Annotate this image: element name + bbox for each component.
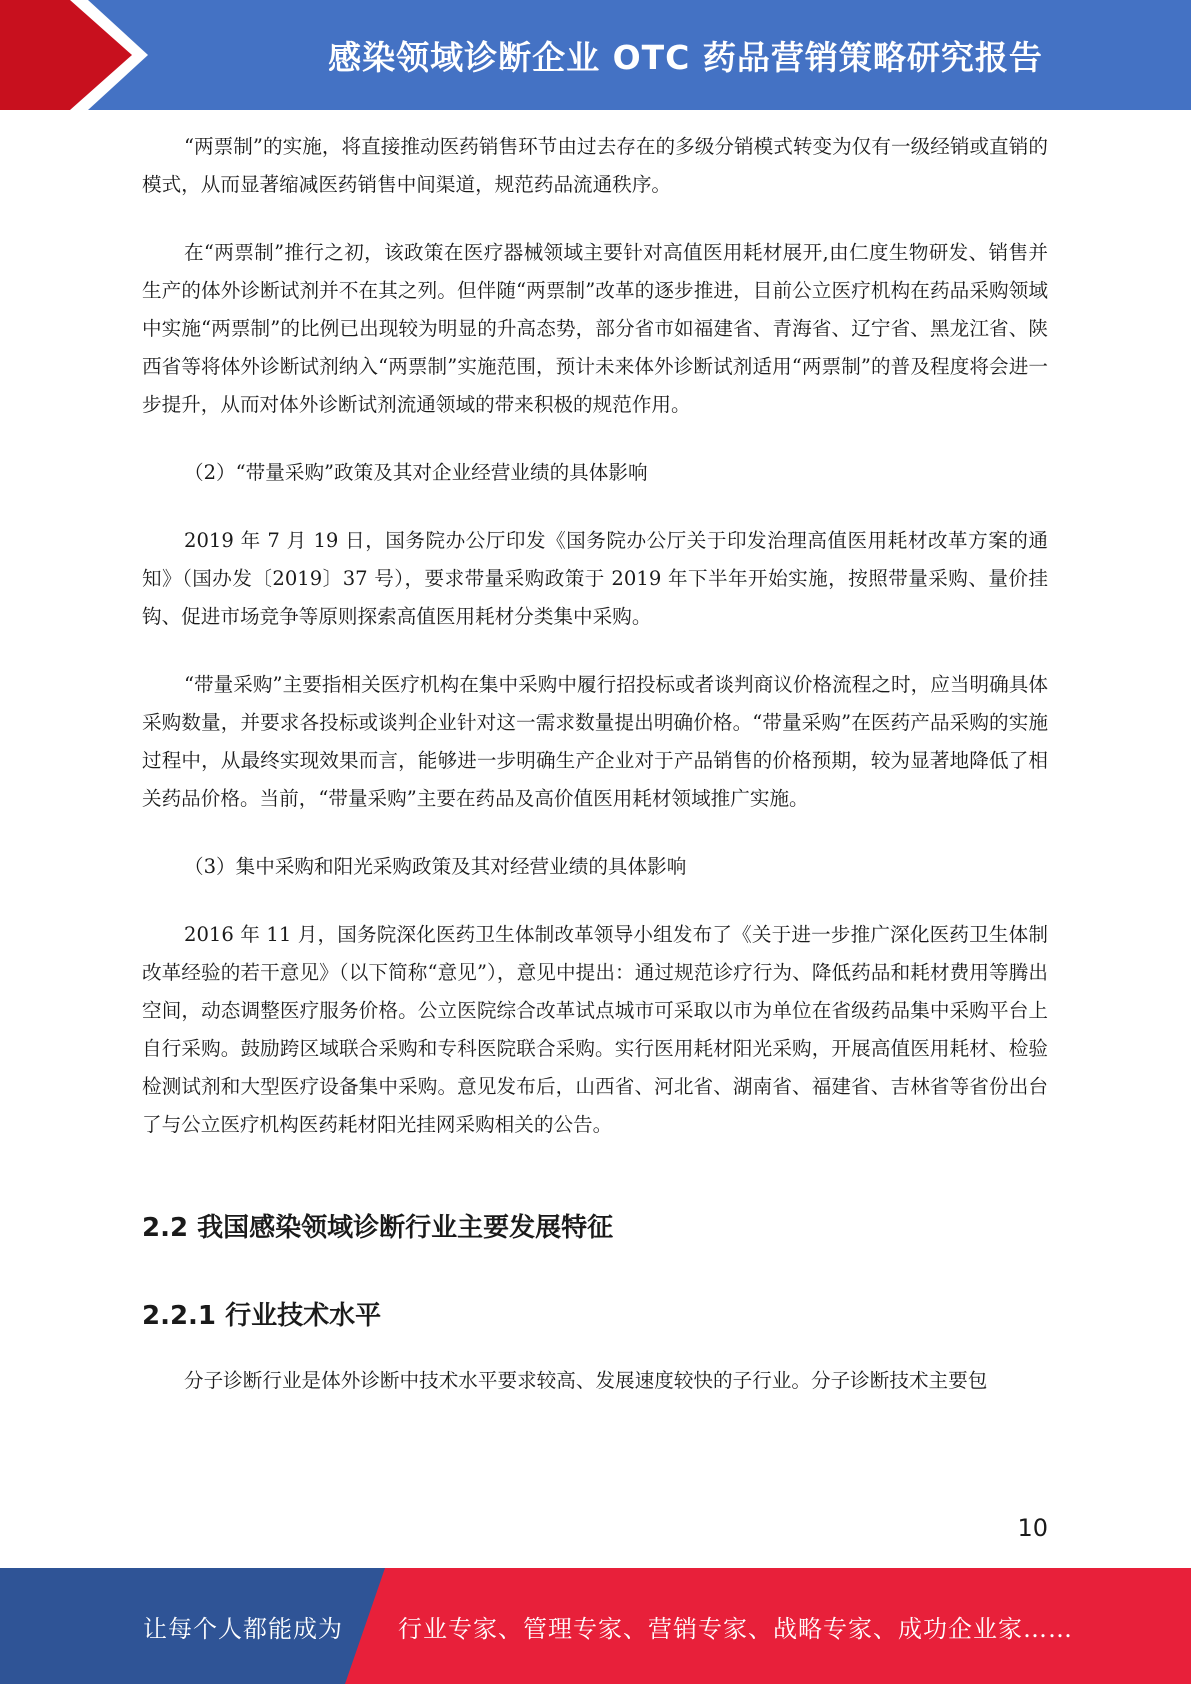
subheading-volume-procurement: （2）“带量采购”政策及其对企业经营业绩的具体影响 xyxy=(184,461,648,484)
page-number: 10 xyxy=(1017,1514,1048,1542)
report-body xyxy=(142,128,1048,1400)
paragraph-reform-opinions: 2016 年 11 月，国务院深化医药卫生体制改革领导小组发布了《关于进一步推广深化医药卫生体制改革经验的若干意见》（以下简称“意见”），意见中提出：通过规范诊疗行为、降低药品和耗材费用等腾出空间，动态调整医疗服务价格。公立医院综合改革试点城市可采取以市为单位在省级药品集中采购平台上自行采购。鼓励跨区域联合采购和专科医院联合采购。实行医用耗材阳光采购，开展高值医用耗材、检验检测试剂和大型医疗设备集中采购。意见发布后，山西省、河北省、湖南省、福建省、吉林省等省份出台了与公立医疗机构医药耗材阳光挂网采购相关的公告。 xyxy=(142,923,1048,1136)
report-title: 感染领域诊断企业 OTC 药品营销策略研究报告 xyxy=(328,37,1043,77)
section-heading-2-2-1: 2.2.1 行业技术水平 xyxy=(142,1301,382,1331)
page-footer-banner xyxy=(0,1568,1191,1684)
paragraph-molecular-diagnostics: 分子诊断行业是体外诊断中技术水平要求较高、发展速度较快的子行业。分子诊断技术主要包 xyxy=(184,1369,988,1392)
paragraph-two-invoice-effect: “两票制”的实施，将直接推动医药销售环节由过去存在的多级分销模式转变为仅有一级经销或直销的模式，从而显著缩减医药销售中间渠道，规范药品流通秩序。 xyxy=(142,135,1048,196)
paragraph-state-council-notice: 2019 年 7 月 19 日，国务院办公厅印发《国务院办公厅关于印发治理高值医用耗材改革方案的通知》（国办发〔2019〕37 号），要求带量采购政策于 2019 年下半年开始实施，按照带量采购、量价挂钩、促进市场竞争等原则探索高值医用耗材分类集中采购。 xyxy=(142,529,1048,628)
footer-slogan-left: 让每个人都能成为 xyxy=(143,1614,343,1643)
paragraph-two-invoice-ivd: 在“两票制”推行之初，该政策在医疗器械领域主要针对高值医用耗材展开,由仁度生物研发、销售并生产的体外诊断试剂并不在其之列。但伴随“两票制”改革的逐步推进，目前公立医疗机构在药品采购领域中实施“两票制”的比例已出现较为明显的升高态势，部分省市如福建省、青海省、辽宁省、黑龙江省、陕西省等将体外诊断试剂纳入“两票制”实施范围，预计未来体外诊断试剂适用“两票制”的普及程度将会进一步提升，从而对体外诊断试剂流通领域的带来积极的规范作用。 xyxy=(142,241,1048,416)
footer-slogan-right: 行业专家、管理专家、营销专家、战略专家、成功企业家…… xyxy=(398,1614,1073,1643)
paragraph-volume-procurement-definition: “带量采购”主要指相关医疗机构在集中采购中履行招投标或者谈判商议价格流程之时，应当明确具体采购数量，并要求各投标或谈判企业针对这一需求数量提出明确价格。“带量采购”在医药产品采购的实施过程中，从最终实现效果而言，能够进一步明确生产企业对于产品销售的价格预期，较为显著地降低了相关药品价格。当前，“带量采购”主要在药品及高价值医用耗材领域推广实施。 xyxy=(142,673,1048,810)
subheading-centralized-procurement: （3）集中采购和阳光采购政策及其对经营业绩的具体影响 xyxy=(184,855,687,878)
section-heading-2-2: 2.2 我国感染领域诊断行业主要发展特征 xyxy=(142,1213,614,1243)
page-header-banner xyxy=(0,0,1191,110)
